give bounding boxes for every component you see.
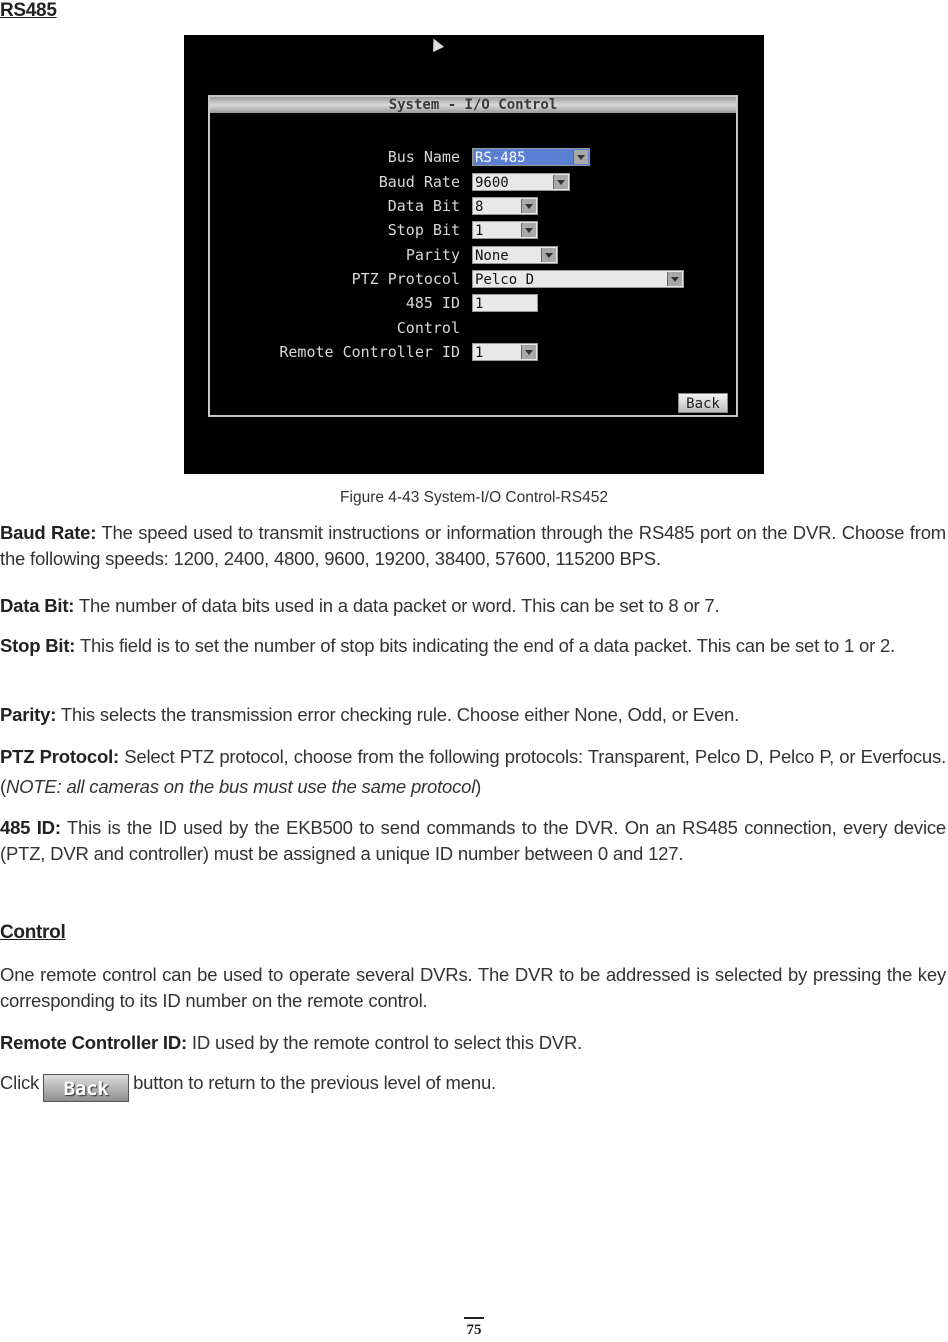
baud-rate-value: 9600 [475,175,509,191]
control-heading: Control [0,922,66,943]
stop-bit-value: 1 [475,223,484,239]
text-data-bit: The number of data bits used in a data packet or word. This can be set to 8 or 7. [74,595,720,616]
text-baud-rate: The speed used to transmit instructions or information through the RS485 port on the DVR. Choose from the following speeds: 1200, 2400, 4800, 9600, 19200, 38400, 57600, 115200 BPS. [0,522,946,569]
term-remote-controller-id: Remote Controller ID: [0,1032,187,1053]
para-parity [0,702,946,728]
label-control: Control [396,319,460,337]
label-bus-name: Bus Name [387,148,460,166]
click-text: Click [0,1072,40,1093]
mouse-cursor-icon [428,36,444,52]
para-click-back [0,1070,946,1102]
term-485-id: 485 ID: [0,817,61,838]
label-stop-bit: Stop Bit [387,221,460,239]
baud-rate-select[interactable] [472,173,570,191]
label-remote-controller-id: Remote Controller ID [279,343,460,361]
para-remote-controller-id [0,1030,946,1056]
ptz-protocol-value: Pelco D [475,272,535,288]
text-remote-controller-id: ID used by the remote control to select this DVR. [186,1032,583,1053]
text-485-id: This is the ID used by the EKB500 to send commands to the DVR. On an RS485 connection, every device (PTZ, DVR and controller) must be assigned a unique ID number between 0 and 127. [0,817,946,864]
row-stop-bit [210,220,460,240]
figure-caption: Figure 4-43 System-I/O Control-RS452 [340,489,608,506]
id485-input[interactable] [472,294,538,312]
row-baud-rate [210,172,460,192]
label-data-bit: Data Bit [387,197,460,215]
page-number: 75 [466,1322,482,1338]
row-bus-name [210,147,460,167]
remote-controller-id-value: 1 [475,345,484,361]
row-ptz-protocol [210,269,460,289]
term-baud-rate: Baud Rate: [0,522,97,543]
text-stop-bit: This field is to set the number of stop bits indicating the end of a data packet. This can be set to 1 or 2. [75,635,896,656]
chevron-down-icon [521,199,536,213]
row-control [210,318,460,338]
figure-underline [184,472,764,474]
remote-controller-id-select[interactable] [472,343,538,361]
label-ptz-protocol: PTZ Protocol [351,270,460,288]
page-number-rule [464,1317,484,1319]
chevron-down-icon [573,150,588,164]
term-parity: Parity: [0,704,57,725]
id485-value: 1 [475,296,484,312]
para-ptz-protocol [0,742,946,802]
inline-back-button: Back [43,1074,129,1102]
bus-name-select[interactable] [472,148,590,166]
term-data-bit: Data Bit: [0,595,75,616]
parity-value: None [475,248,509,264]
row-485-id [210,293,460,313]
para-485-id [0,815,946,867]
chevron-down-icon [541,248,556,262]
row-remote-controller-id [210,342,460,362]
chevron-down-icon [553,175,568,189]
term-stop-bit: Stop Bit: [0,635,76,656]
label-baud-rate: Baud Rate [378,173,460,191]
label-parity: Parity [405,246,460,264]
term-ptz-protocol: PTZ Protocol: [0,746,119,767]
parity-select[interactable] [472,246,558,264]
text-parity: This selects the transmission error checking rule. Choose either None, Odd, or Even. [56,704,740,725]
label-485-id: 485 ID [405,294,460,312]
chevron-down-icon [521,223,536,237]
chevron-down-icon [521,345,536,359]
text-ptz-protocol: Select PTZ protocol, choose from the following protocols: Transparent, Pelco D, Pelco P, or Everfocus. ( [0,746,947,797]
data-bit-select[interactable] [472,197,538,215]
click-after-text: button to return to the previous level of menu. [133,1072,496,1093]
ptz-protocol-select[interactable] [472,270,684,288]
data-bit-value: 8 [475,199,484,215]
rs485-heading: RS485 [0,0,57,21]
dvr-screen-figure [184,35,764,472]
para-control-intro: One remote control can be used to operate several DVRs. The DVR to be addressed is selected by pressing the key corresponding to its ID number on the remote control. [0,964,946,1011]
para-data-bit [0,593,946,619]
dialog-title: System - I/O Control [210,97,736,113]
back-button[interactable]: Back [678,393,728,413]
row-data-bit [210,196,460,216]
para-stop-bit [0,633,946,659]
row-parity [210,245,460,265]
io-control-dialog [208,95,738,417]
note-ptz-protocol: NOTE: all cameras on the bus must use the same protocol [5,776,476,797]
chevron-down-icon [667,272,682,286]
bus-name-value: RS-485 [475,150,526,166]
close-ptz-protocol: ) [475,776,482,797]
para-baud-rate [0,520,946,572]
stop-bit-select[interactable] [472,221,538,239]
